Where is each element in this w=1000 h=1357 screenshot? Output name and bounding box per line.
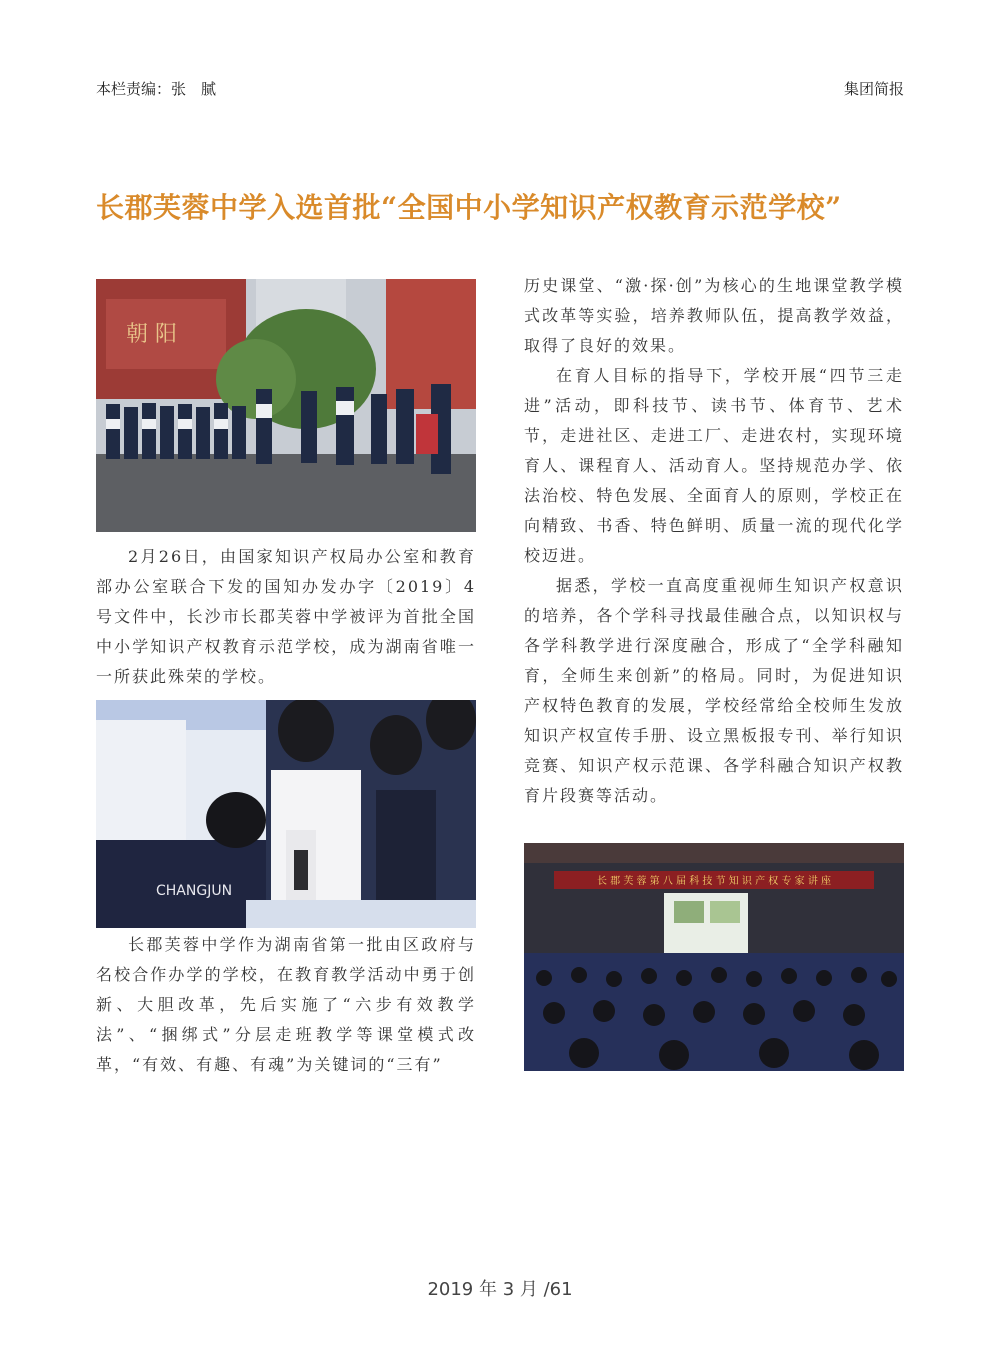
- photo-microscope-students: [96, 700, 476, 928]
- photo2-jacket-text: CHANGJUN: [156, 883, 233, 899]
- paragraph-1: 2月26日，由国家知识产权局办公室和教育部办公室联合下发的国知办发办字〔2019〕4号文件中，长沙市长郡芙蓉中学被评为首批全国中小学知识产权教育示范学校，成为湖南省唯一一所获此殊荣的学校。: [96, 547, 476, 686]
- page-footer: 2019 年 3 月 /61: [427, 1279, 573, 1300]
- paragraph-2: 长郡芙蓉中学作为湖南省第一批由区政府与名校合作办学的学校，在教育教学活动中勇于创新、大胆改革，先后实施了“六步有效教学法”、“捆绑式”分层走班教学等课堂模式改革，“有效、有趣、有魂”为关键词的“三有”: [96, 935, 476, 1074]
- paragraph-5: 据悉，学校一直高度重视师生知识产权意识的培养，各个学科寻找最佳融合点，以知识权与各学科教学进行深度融合，形成了“全学科融知育，全师生来创新”的格局。同时，为促进知识产权特色教育的发展，学校经常给全校师生发放知识产权宣传手册、设立黑板报专刊、举行知识竞赛、知识产权示范课、各学科融合知识产权教育片段赛等活动。: [524, 576, 904, 805]
- photo-outdoor-students: [96, 279, 476, 532]
- editor-credit: 本栏责编：张 腻: [96, 80, 217, 98]
- publication-name: 集团简报: [843, 80, 904, 98]
- paragraph-3: 历史课堂、“激·探·创”为核心的生地课堂教学模式改革等实验，培养教师队伍，提高教学效益，取得了良好的效果。: [524, 276, 904, 355]
- photo-lecture-hall: [524, 843, 904, 1071]
- article-title: 长郡芙蓉中学入选首批“全国中小学知识产权教育示范学校”: [96, 191, 842, 224]
- photo1-sign-text: 朝 阳: [126, 322, 177, 347]
- photo3-banner-text: 长 郡 芙 蓉 第 八 届 科 技 节 知 识 产 权 专 家 讲 座: [596, 876, 832, 887]
- paragraph-4: 在育人目标的指导下，学校开展“四节三走进”活动，即科技节、读书节、体育节、艺术节，走进社区、走进工厂、走进农村，实现环境育人、课程育人、活动育人。坚持规范办学、依法治校、特色发展、全面育人的原则，学校正在向精致、书香、特色鲜明、质量一流的现代化学校迈进。: [524, 366, 904, 565]
